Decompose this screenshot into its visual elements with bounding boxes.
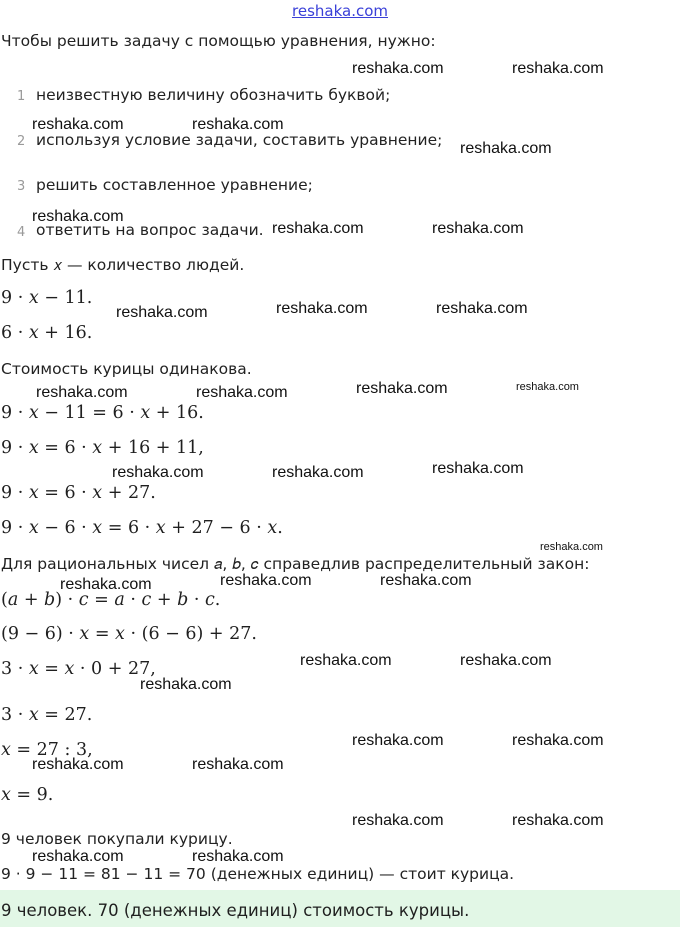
- answer-text: 9 человек. 70 (денежных единиц) стоимость курицы.: [1, 901, 470, 920]
- cost-calculation: 9 · 9 − 11 = 81 − 11 = 70 (денежных единиц) — стоит курица.: [1, 865, 515, 883]
- watermark: reshaka.com: [512, 732, 604, 749]
- watermark: reshaka.com: [432, 460, 524, 477]
- people-text: 9 человек покупали курицу.: [1, 830, 233, 848]
- equation-7: 3 · 𝑥 = 27.: [1, 705, 93, 725]
- watermark: reshaka.com: [356, 380, 448, 397]
- equation-3: 9 · 𝑥 = 6 · 𝑥 + 27.: [1, 483, 156, 503]
- watermark: reshaka.com: [432, 220, 524, 237]
- watermark: reshaka.com: [32, 208, 124, 225]
- watermark: reshaka.com: [140, 676, 232, 693]
- step-text: используя условие задачи, составить уравнение;: [36, 131, 443, 149]
- watermark: reshaka.com: [300, 652, 392, 669]
- distributive-law-text: Для рациональных чисел 𝑎, 𝑏, 𝑐 справедлив распределительный закон:: [1, 555, 590, 573]
- watermark: reshaka.com: [196, 384, 288, 401]
- watermark: reshaka.com: [516, 381, 579, 393]
- expression-2: 6 · 𝑥 + 16.: [1, 323, 93, 343]
- watermark: reshaka.com: [192, 116, 284, 133]
- watermark: reshaka.com: [512, 812, 604, 829]
- step-number: 4: [17, 225, 26, 240]
- step-text: решить составленное уравнение;: [36, 176, 313, 194]
- intro-text: Чтобы решить задачу с помощью уравнения, нужно:: [1, 32, 436, 50]
- watermark: reshaka.com: [460, 140, 552, 157]
- equation-4: 9 · 𝑥 − 6 · 𝑥 = 6 · 𝑥 + 27 − 6 · 𝑥.: [1, 518, 283, 538]
- watermark: reshaka.com: [36, 384, 128, 401]
- equation-6: 3 · 𝑥 = 𝑥 · 0 + 27,: [1, 659, 156, 679]
- watermark: reshaka.com: [540, 541, 603, 553]
- watermark: reshaka.com: [112, 464, 204, 481]
- equation-2: 9 · 𝑥 = 6 · 𝑥 + 16 + 11,: [1, 438, 204, 458]
- step-text: неизвестную величину обозначить буквой;: [36, 86, 391, 104]
- expression-1: 9 · 𝑥 − 11.: [1, 288, 93, 308]
- watermark: reshaka.com: [436, 300, 528, 317]
- watermark: reshaka.com: [272, 220, 364, 237]
- watermark: reshaka.com: [460, 652, 552, 669]
- watermark: reshaka.com: [352, 812, 444, 829]
- watermark: reshaka.com: [272, 464, 364, 481]
- watermark: reshaka.com: [276, 300, 368, 317]
- watermark: reshaka.com: [32, 116, 124, 133]
- watermark: reshaka.com: [220, 572, 312, 589]
- watermark: reshaka.com: [32, 756, 124, 773]
- equation-1: 9 · 𝑥 − 11 = 6 · 𝑥 + 16.: [1, 403, 204, 423]
- watermark: reshaka.com: [60, 576, 152, 593]
- equation-8: 𝑥 = 27 : 3,: [1, 740, 93, 760]
- step-number: 3: [17, 179, 26, 194]
- watermark: reshaka.com: [512, 60, 604, 77]
- watermark: reshaka.com: [192, 848, 284, 865]
- watermark: reshaka.com: [352, 732, 444, 749]
- step-text: ответить на вопрос задачи.: [36, 221, 264, 239]
- equal-cost-text: Стоимость курицы одинакова.: [1, 360, 252, 378]
- watermark: reshaka.com: [192, 756, 284, 773]
- law-formula: (𝑎 + 𝑏) · 𝑐 = 𝑎 · 𝑐 + 𝑏 · 𝑐.: [1, 590, 221, 610]
- watermark: reshaka.com: [380, 572, 472, 589]
- step-number: 2: [17, 134, 26, 149]
- equation-5: (9 − 6) · 𝑥 = 𝑥 · (6 − 6) + 27.: [1, 624, 257, 644]
- watermark: reshaka.com: [32, 848, 124, 865]
- let-statement: Пусть 𝑥 — количество людей.: [1, 256, 245, 274]
- watermark: reshaka.com: [352, 60, 444, 77]
- step-number: 1: [17, 89, 26, 104]
- site-link[interactable]: reshaka.com: [292, 2, 388, 20]
- watermark: reshaka.com: [116, 304, 208, 321]
- equation-9: 𝑥 = 9.: [1, 785, 54, 805]
